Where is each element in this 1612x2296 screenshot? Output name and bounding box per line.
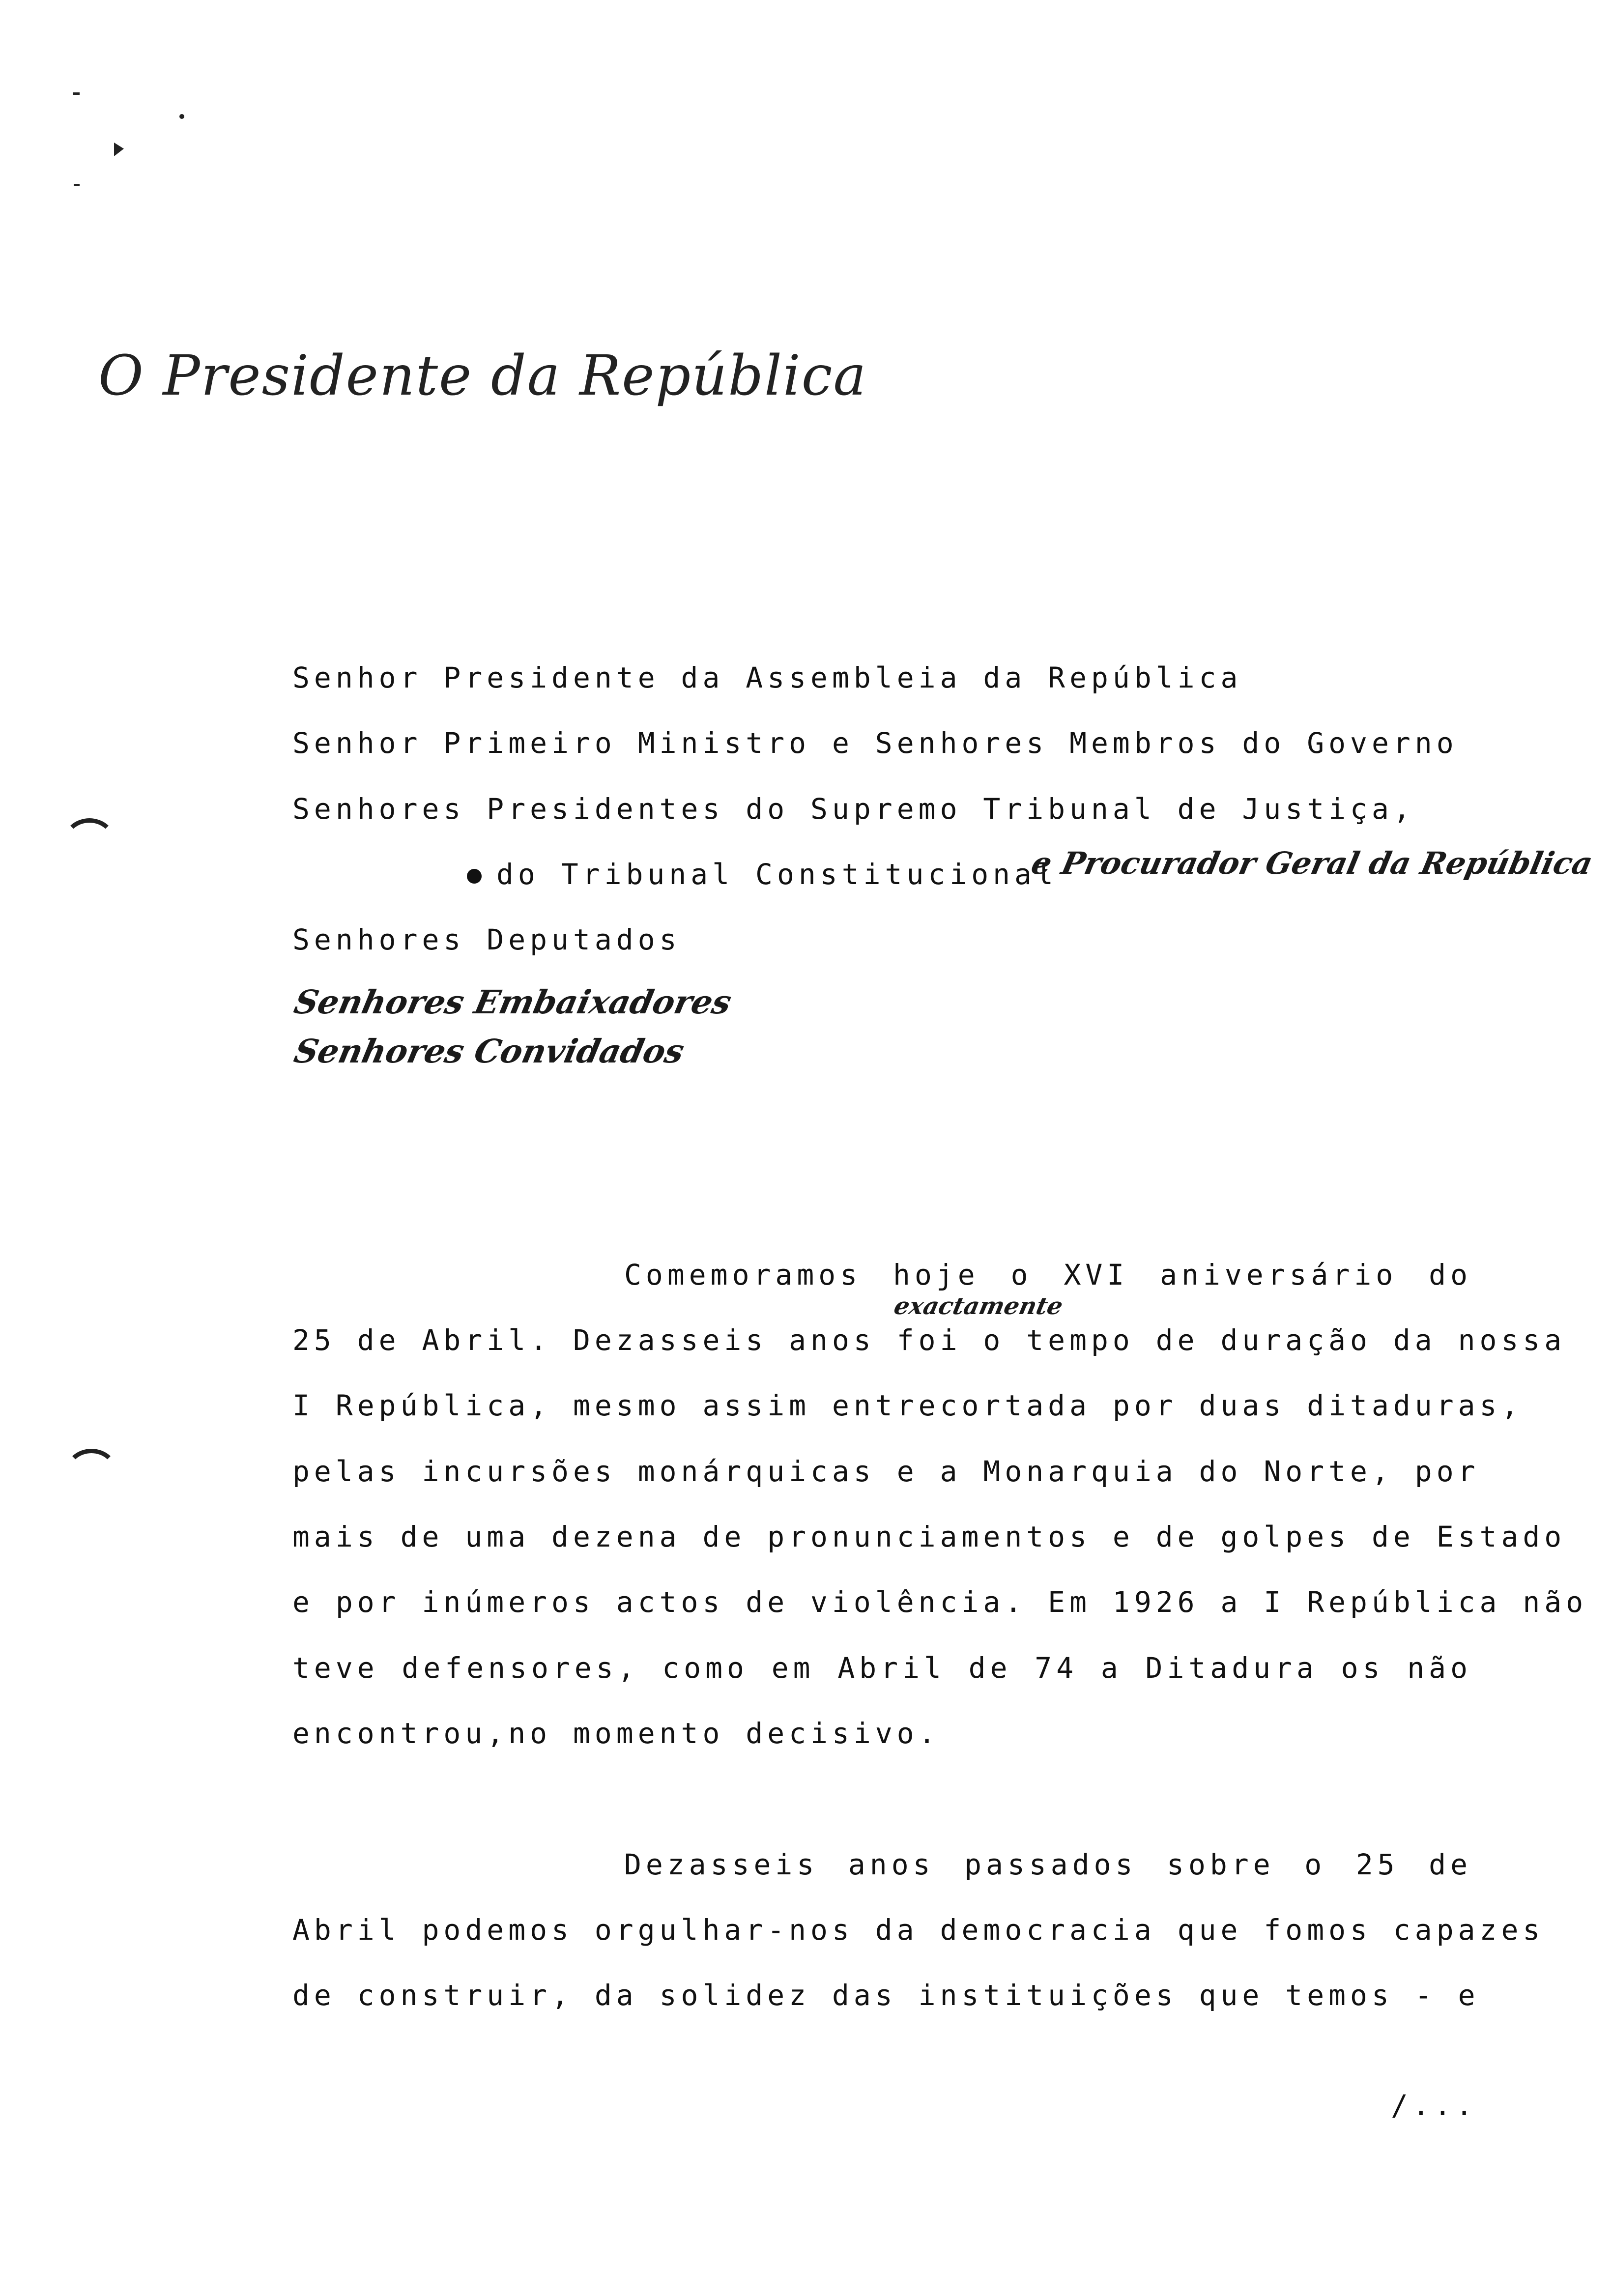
handwritten-insertion: exactamente xyxy=(892,1292,1065,1320)
handwritten-salutation: Senhores Convidados xyxy=(290,1032,688,1070)
salutation-line: Senhores Presidentes do Supremo Tribunal de Justiça, xyxy=(292,792,1415,826)
salutation-line: Senhor Presidente da Assembleia da República xyxy=(292,661,1242,694)
paragraph-line: Comemoramos hoje o XVI aniversário do xyxy=(624,1258,1472,1292)
continuation-marker: /... xyxy=(1391,2089,1477,2122)
paragraph-line: encontrou,no momento decisivo. xyxy=(292,1717,940,1750)
paragraph-line: mais de uma dezena de pronunciamentos e de golpes de Estado xyxy=(292,1520,1566,1553)
scan-mark xyxy=(179,114,184,119)
punch-hole-mark xyxy=(63,818,116,866)
salutation-line: Senhor Primeiro Ministro e Senhores Membros do Governo xyxy=(292,726,1458,760)
handwritten-addition: e Procurador Geral da República xyxy=(1028,845,1596,881)
paragraph-line: pelas incursões monárquicas e a Monarquia do Norte, por xyxy=(292,1455,1480,1488)
bullet-icon xyxy=(467,869,482,884)
salutation-text: do Tribunal Constitucional xyxy=(496,858,1058,891)
letterhead: O Presidente da República xyxy=(98,344,867,408)
scan-mark xyxy=(73,92,80,95)
paragraph-line: Abril podemos orgulhar-nos da democracia que fomos capazes xyxy=(292,1913,1545,1947)
paragraph-line: teve defensores, como em Abril de 74 a Ditadura os não xyxy=(292,1651,1472,1685)
paragraph-line: Dezasseis anos passados sobre o 25 de xyxy=(624,1848,1472,1881)
paragraph-line: e por inúmeros actos de violência. Em 1926 a I República não xyxy=(292,1585,1588,1619)
scan-mark xyxy=(114,143,124,156)
paragraph-line: I República, mesmo assim entrecortada por duas ditaduras, xyxy=(292,1389,1523,1422)
salutation-line xyxy=(467,858,1058,891)
salutation-line: Senhores Deputados xyxy=(292,923,681,956)
scan-mark xyxy=(74,184,80,186)
paragraph-line: 25 de Abril. Dezasseis anos foi o tempo de duração da nossa xyxy=(292,1323,1566,1357)
paragraph-line: de construir, da solidez das instituições que temos - e xyxy=(292,1979,1480,2012)
punch-hole-mark xyxy=(65,1449,118,1497)
handwritten-salutation: Senhores Embaixadores xyxy=(290,983,735,1021)
